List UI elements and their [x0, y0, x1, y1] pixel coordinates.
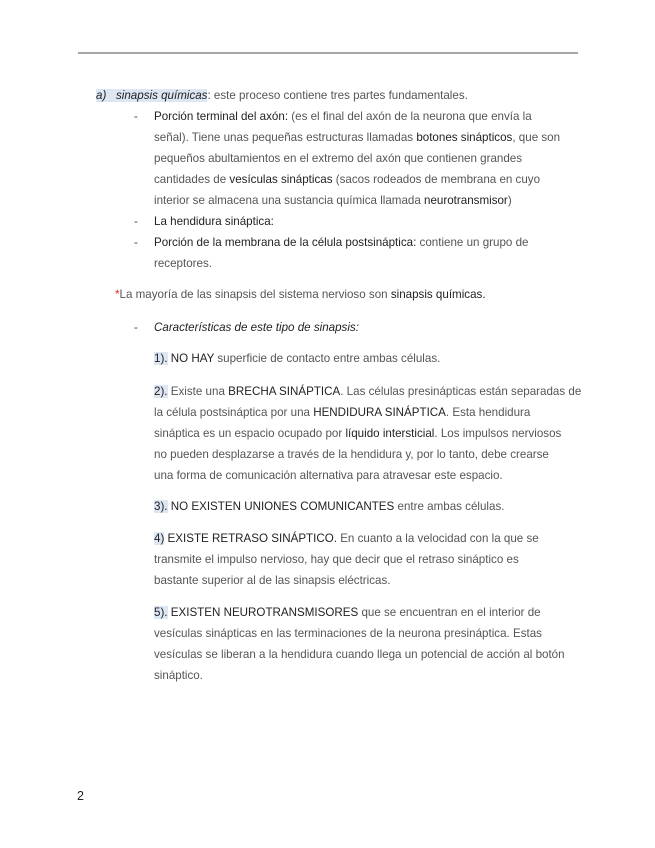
part3-line2: receptores. [154, 257, 212, 270]
feature1-number: 1). [154, 352, 168, 365]
note-term: sinapsis químicas. [390, 288, 486, 301]
brecha-term: BRECHA SINÁPTICA [228, 385, 341, 398]
feature3-term: NO EXISTEN UNIONES COMUNICANTES [167, 500, 395, 513]
hendidura-term: HENDIDURA SINÁPTICA [313, 406, 446, 419]
feature3-number: 3). [154, 500, 168, 513]
feature2-line3-a: sináptica es un espacio ocupado por [154, 427, 346, 440]
asterisk-mark: * [115, 288, 120, 301]
section-a-label [96, 89, 207, 102]
bullet-dash: - [134, 110, 138, 123]
part1-line3: pequeños abultamientos en el extremo del axón que contienen grandes [154, 152, 523, 165]
part1-line4 [154, 172, 540, 188]
feature2-number: 2). [154, 385, 168, 398]
feature2-line3-b: . Los impulsos nerviosos [434, 427, 562, 440]
part1-line2-a: señal). Tiene unas pequeñas estructuras llamadas [154, 131, 417, 144]
part1-line1 [154, 109, 532, 125]
feature5-number: 5). [154, 606, 168, 619]
feature2-line1 [154, 384, 581, 400]
bullet-dash: - [134, 321, 138, 334]
neurotransmisor-term: neurotransmisor [424, 194, 508, 207]
feature2-line1-a: Existe una [167, 385, 229, 398]
bullet-dash: - [134, 236, 138, 249]
part1-line5-a: interior se almacena una sustancia química llamada [154, 194, 425, 207]
feature3-line [154, 499, 504, 515]
feature5-line1-rest: que se encuentran en el interior de [358, 606, 541, 619]
note-line [115, 287, 486, 303]
part1-term: Porción terminal del axón: [154, 110, 289, 123]
feature2-line1-b: . Las células presinápticas están separadas de [340, 385, 582, 398]
liquido-term: líquido intersticial [345, 427, 435, 440]
section-a-line [96, 88, 468, 104]
part3-line1 [154, 235, 528, 251]
section-letter: a) [96, 89, 107, 102]
part1-line5-b: ) [507, 194, 512, 207]
feature5-term: EXISTEN NEUROTRANSMISORES [167, 606, 359, 619]
feature3-rest: entre ambas células. [394, 500, 505, 513]
feature5-line1 [154, 605, 541, 621]
part1-line2 [154, 130, 560, 146]
part3-term: Porción de la membrana de la célula postsináptica: [154, 236, 417, 249]
feature2-line4: no pueden desplazarse a través de la hendidura y, por lo tanto, debe crearse [154, 448, 549, 461]
feature2-line2 [154, 405, 530, 421]
feature1-term: NO HAY [167, 352, 215, 365]
part1-line2-b: , que son [512, 131, 561, 144]
part1-line4-a: cantidades de [154, 173, 230, 186]
part2-term: La hendidura sináptica: [154, 215, 274, 228]
feature4-line1 [154, 531, 539, 547]
feature5-line3: vesículas se liberan a la hendidura cuando llega un potencial de acción al botón [154, 648, 565, 661]
feature2-line2-a: la célula postsináptica por una [154, 406, 314, 419]
vesiculas-term: vesículas sinápticas [229, 173, 333, 186]
feature4-term: EXISTE RETRASO SINÁPTICO. [164, 532, 337, 545]
note-text: La mayoría de las sinapsis del sistema nervioso son [119, 288, 391, 301]
feature1-line [154, 351, 440, 367]
part2-line [154, 214, 274, 230]
part1-line5 [154, 193, 512, 209]
part1-line1-rest: (es el final del axón de la neurona que envía la [288, 110, 532, 123]
part3-line1-rest: contiene un grupo de [416, 236, 529, 249]
page-number: 2 [77, 789, 84, 803]
feature4-number: 4) [154, 532, 165, 545]
bullet-dash: - [134, 215, 138, 228]
botones-sinapticos-term: botones sinápticos [416, 131, 513, 144]
section-term: sinapsis químicas [115, 89, 208, 102]
feature2-line3 [154, 426, 561, 442]
feature4-line3: bastante superior al de las sinapsis eléctricas. [154, 574, 391, 587]
feature5-line4: sináptico. [154, 669, 203, 682]
feature4-line1-rest: En cuanto a la velocidad con la que se [336, 532, 539, 545]
feature4-line2: transmite el impulso nervioso, hay que decir que el retraso sináptico es [154, 553, 519, 566]
feature1-rest: superficie de contacto entre ambas células. [214, 352, 441, 365]
features-heading: Características de este tipo de sinapsis: [154, 321, 359, 334]
feature5-line2: vesículas sinápticas en las terminaciones de la neurona presináptica. Estas [154, 627, 542, 640]
feature2-line2-b: . Esta hendidura [445, 406, 531, 419]
header-rule [78, 52, 578, 54]
feature2-line5: una forma de comunicación alternativa para atravesar este espacio. [154, 469, 503, 482]
part1-line4-b: (sacos rodeados de membrana en cuyo [332, 173, 541, 186]
section-a-rest: : este proceso contiene tres partes fundamentales. [207, 89, 468, 102]
